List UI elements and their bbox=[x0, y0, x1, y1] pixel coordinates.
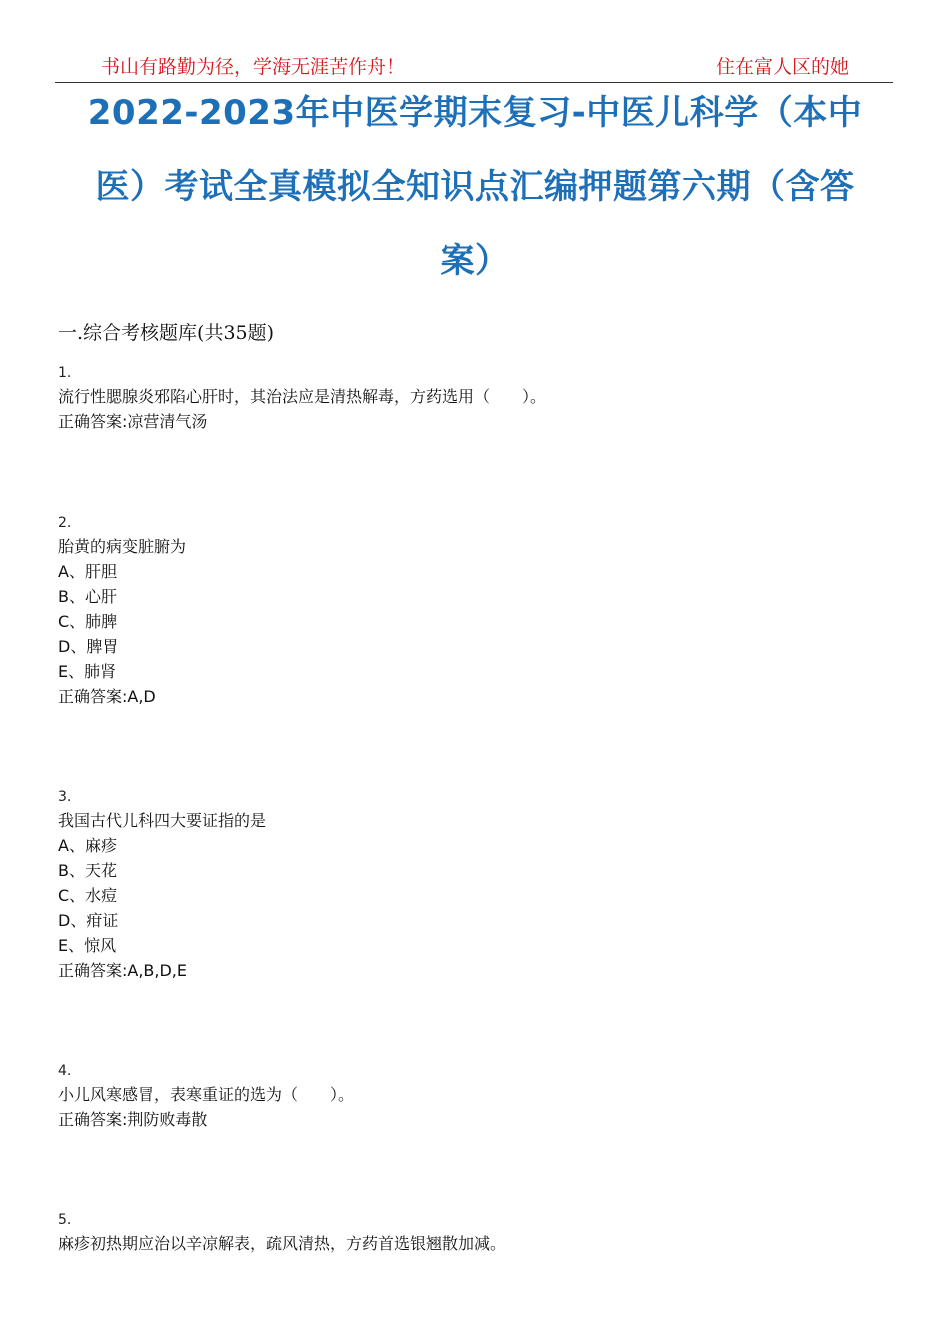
option: D、疳证 bbox=[58, 911, 119, 930]
question-number: 2. bbox=[58, 515, 72, 531]
question-3 bbox=[58, 786, 266, 983]
question-answer: 正确答案:荆防败毒散 bbox=[58, 1110, 208, 1129]
option: E、肺肾 bbox=[58, 662, 117, 681]
question-number: 5. bbox=[58, 1212, 72, 1228]
option: A、肝胆 bbox=[58, 562, 117, 581]
question-text: 流行性腮腺炎邪陷心肝时，其治法应是清热解毒，方药选用（ ）。 bbox=[58, 387, 547, 406]
option: C、水痘 bbox=[58, 886, 118, 905]
title-line: 2022-2023年中医学期末复习-中医儿科学（本中 bbox=[87, 93, 863, 133]
option: B、心肝 bbox=[58, 587, 117, 606]
question-text: 我国古代儿科四大要证指的是 bbox=[58, 811, 267, 830]
question-1 bbox=[58, 362, 546, 434]
section-title: 一.综合考核题库(共35题) bbox=[58, 322, 275, 344]
title-line: 医）考试全真模拟全知识点汇编押题第六期（含答 bbox=[95, 167, 855, 207]
question-text: 麻疹初热期应治以辛凉解表，疏风清热，方药首选银翘散加减。 bbox=[58, 1234, 507, 1253]
option: B、天花 bbox=[58, 861, 117, 880]
question-2 bbox=[58, 512, 186, 709]
option: D、脾胃 bbox=[58, 637, 119, 656]
option: E、惊风 bbox=[58, 936, 117, 955]
question-5 bbox=[58, 1209, 506, 1256]
question-number: 1. bbox=[58, 365, 72, 381]
question-text: 小儿风寒感冒，表寒重证的选为（ ）。 bbox=[58, 1085, 355, 1104]
document-title bbox=[70, 76, 880, 298]
question-4 bbox=[58, 1060, 354, 1132]
question-answer: 正确答案:凉营清气汤 bbox=[58, 412, 208, 431]
question-text: 胎黄的病变脏腑为 bbox=[58, 537, 187, 556]
question-answer: 正确答案:A,D bbox=[58, 687, 156, 706]
question-number: 3. bbox=[58, 789, 72, 805]
question-number: 4. bbox=[58, 1063, 72, 1079]
option: A、麻疹 bbox=[58, 836, 117, 855]
title-line: 案） bbox=[440, 241, 510, 281]
question-answer: 正确答案:A,B,D,E bbox=[58, 961, 188, 980]
header-motto: 书山有路勤为径，学海无涯苦作舟！ bbox=[101, 56, 406, 78]
option: C、肺脾 bbox=[58, 612, 118, 631]
header-author: 住在富人区的她 bbox=[715, 56, 849, 78]
